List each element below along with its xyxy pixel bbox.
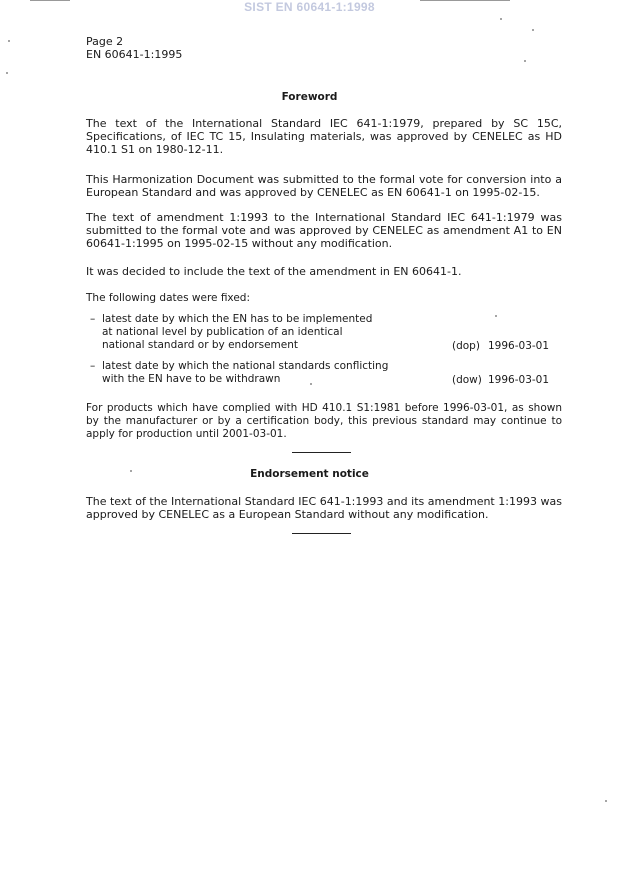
scan-speck	[495, 315, 497, 317]
endorsement-title: Endorsement notice	[250, 468, 369, 480]
foreword-paragraph-1: The text of the International Standard IEC 641-1:1979, prepared by SC 15C, Specifications, of IEC TC 15, Insulating materials, was approved by CENELEC as HD 410.1 S1 on 1980-12-11.	[86, 117, 562, 156]
scan-speck	[532, 29, 534, 31]
scan-speck	[130, 470, 132, 472]
foreword-paragraph-4: It was decided to include the text of the amendment in EN 60641-1.	[86, 265, 462, 278]
date-item-line: latest date by which the national standards conflicting	[102, 360, 389, 372]
page-number: Page 2	[86, 35, 124, 48]
section-divider	[292, 452, 351, 453]
date-value: 1996-03-01	[488, 374, 550, 386]
endorsement-text: The text of the International Standard IEC 641-1:1993 and its amendment 1:1993 was approved by CENELEC as a European Standard without any modification.	[86, 495, 562, 521]
date-value: 1996-03-01	[488, 340, 550, 352]
scan-speck	[524, 60, 526, 62]
date-item-text	[102, 313, 422, 352]
scan-speck	[310, 383, 312, 385]
date-item-line: latest date by which the EN has to be implemented	[102, 313, 373, 325]
list-dash: –	[90, 313, 96, 325]
date-item-dow	[90, 360, 562, 388]
standard-id: EN 60641-1:1995	[86, 48, 183, 61]
date-item-line: with the EN have to be withdrawn	[102, 373, 281, 385]
end-divider	[292, 533, 351, 534]
foreword-paragraph-3: The text of amendment 1:1993 to the International Standard IEC 641-1:1979 was submitted to the formal vote and was approved by CENELEC as amendment A1 to EN 60641-1:1995 on 1995-02-15 without any modification.	[86, 211, 562, 250]
date-item-line: national standard or by endorsement	[102, 339, 299, 351]
date-item-text	[102, 360, 422, 386]
dates-intro: The following dates were fixed:	[86, 292, 250, 304]
date-item-dop	[90, 313, 562, 353]
scan-speck	[8, 40, 10, 42]
scan-speck	[6, 72, 8, 74]
date-code: (dop)	[452, 340, 480, 352]
watermark: SIST EN 60641-1:1998	[244, 0, 375, 14]
scan-speck	[500, 18, 502, 20]
scan-speck	[605, 800, 607, 802]
foreword-paragraph-2: This Harmonization Document was submitted to the formal vote for conversion into a European Standard and was approved by CENELEC as EN 60641-1 on 1995-02-15.	[86, 173, 562, 199]
date-item-line: at national level by publication of an identical	[102, 326, 343, 338]
foreword-title: Foreword	[281, 91, 338, 103]
list-dash: –	[90, 360, 96, 372]
date-code: (dow)	[452, 374, 482, 386]
foreword-paragraph-5: For products which have complied with HD 410.1 S1:1981 before 1996-03-01, as shown by the manufacturer or by a certification body, this previous standard may continue to apply for production until 2001-03-01.	[86, 402, 562, 440]
